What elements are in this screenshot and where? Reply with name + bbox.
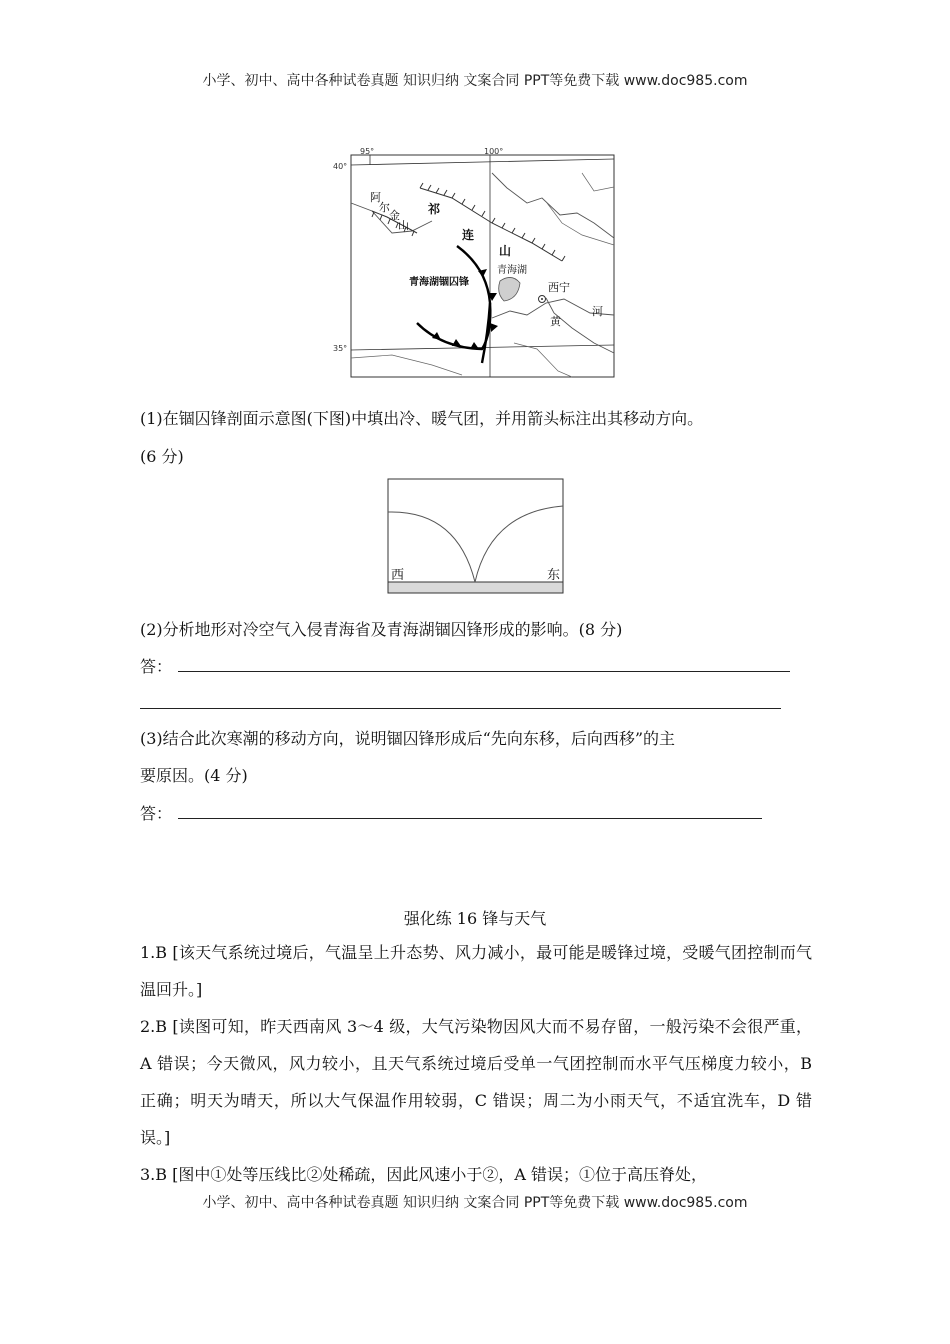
page-header: 小学、初中、高中各种试卷真题 知识归纳 文案合同 PPT等免费下载 www.doc985.com <box>202 73 748 89</box>
question-2-answer-blank-2[interactable] <box>140 708 781 709</box>
yellow-river-label-1: 黄 <box>550 315 561 328</box>
section-title: 强化练 16 锋与天气 <box>403 909 547 928</box>
lat-40-label: 40° <box>333 162 348 171</box>
front-label: 青海湖锢囚锋 <box>409 277 469 288</box>
front-section-diagram <box>387 478 565 596</box>
east-label: 东 <box>547 568 561 583</box>
question-2-answer-blank-1[interactable] <box>178 671 790 672</box>
yellow-river-label-2: 河 <box>592 305 603 318</box>
qilian-char-1: 祁 <box>428 202 441 216</box>
answer-2: 2.B [读图可知，昨天西南风 3～4 级，大气污染物因风大而不易存留，一般污染不会很严重，A 错误；今天微风，风力较小，且天气系统过境后受单一气团控制而水平气压梯度力较小，B 正确；明天为晴天，所以大气保温作用较弱，C 错误；周二为小雨天气，不适宜洗车，D 错误。] <box>140 1017 812 1147</box>
question-3-line-2: 要原因。(4 分) <box>140 766 248 785</box>
question-1-line-1: (1)在锢囚锋剖面示意图(下图)中填出冷、暖气团，并用箭头标注出其移动方向。 <box>140 409 704 428</box>
altun-char-1: 阿 <box>370 191 381 204</box>
altun-char-3: 金 <box>389 209 400 222</box>
question-3-answer-blank[interactable] <box>178 818 762 819</box>
lake-label: 青海湖 <box>497 265 527 276</box>
xining-label: 西宁 <box>548 281 570 294</box>
question-2-text: (2)分析地形对冷空气入侵青海省及青海湖锢囚锋形成的影响。(8 分) <box>140 620 623 639</box>
lon-95-label: 95° <box>360 147 375 156</box>
qilian-char-3: 山 <box>499 244 512 258</box>
altun-char-4: 山 <box>398 219 409 232</box>
qilian-char-2: 连 <box>462 228 475 242</box>
question-1-line-2: (6 分) <box>140 447 184 466</box>
qinghai-front-map <box>332 143 622 383</box>
west-label: 西 <box>391 568 405 583</box>
lat-35-label: 35° <box>333 344 348 353</box>
answer-1: 1.B [该天气系统过境后，气温呈上升态势、风力减小，最可能是暖锋过境，受暖气团控制而气温回升。] <box>140 943 812 999</box>
question-2-answer-label: 答： <box>140 657 173 676</box>
lon-100-label: 100° <box>484 147 504 156</box>
question-3-line-1: (3)结合此次寒潮的移动方向，说明锢囚锋形成后“先向东移，后向西移”的主 <box>140 729 676 748</box>
altun-char-2: 尔 <box>379 201 390 214</box>
page-footer: 小学、初中、高中各种试卷真题 知识归纳 文案合同 PPT等免费下载 www.doc985.com <box>202 1195 748 1211</box>
answer-3: 3.B [图中①处等压线比②处稀疏，因此风速小于②，A 错误；①位于高压脊处， <box>140 1165 707 1184</box>
question-3-answer-label: 答： <box>140 804 173 823</box>
